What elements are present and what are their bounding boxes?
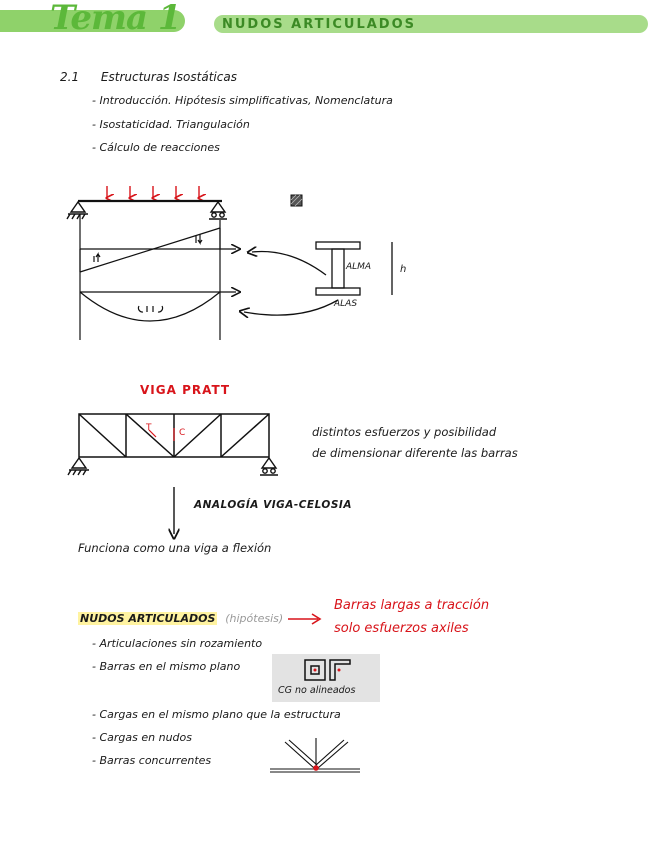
node-point [313, 765, 319, 771]
nudos-bullet-3: - Cargas en el mismo plano que la estructura [92, 708, 341, 721]
nudos-bullet-2: - Barras en el mismo plano [92, 660, 241, 673]
bullet-text: Barras concurrentes [99, 754, 212, 767]
nudos-bullet-5: - Barras concurrentes [92, 754, 212, 767]
height-label: h [400, 264, 407, 275]
bullet-text: Barras en el mismo plano [99, 660, 241, 673]
truss-roller-support-icon [260, 458, 278, 475]
section-bullet-1: - Introducción. Hipótesis simplificativas, Nomenclatura [92, 94, 393, 107]
cg-figure [272, 654, 380, 702]
pratt-note-line2: de dimensionar diferente las barras [312, 446, 518, 460]
bullet-text: Cálculo de reacciones [99, 141, 220, 154]
page-subtitle: NUDOS ARTICULADOS [222, 17, 417, 32]
truss-pin-support-icon [68, 458, 89, 475]
section-bullet-3: - Cálculo de reacciones [92, 141, 220, 154]
section-bullet-2: - Isostaticidad. Triangulación [92, 118, 250, 131]
moment-diagram [80, 292, 236, 321]
alma-label: ALMA [346, 262, 372, 272]
conclusion-text: Funciona como una viga a flexión [78, 541, 272, 555]
cg-caption: CG no alineados [278, 685, 356, 696]
section-title: Estructuras Isostáticas [100, 70, 237, 84]
nudos-bullet-1: - Articulaciones sin rozamiento [92, 637, 263, 650]
load-arrows [107, 186, 199, 198]
result-line-1: Barras largas a tracción [334, 598, 490, 613]
result-line-2: solo esfuerzos axiles [334, 621, 469, 636]
section-number: 2.1 [60, 70, 80, 84]
nudos-heading-text: NUDOS ARTICULADOS [80, 612, 216, 625]
roller-support-icon [209, 202, 227, 219]
pratt-force-arrows [149, 428, 174, 441]
bullet-text: Articulaciones sin rozamiento [99, 637, 263, 650]
bullet-text: Cargas en el mismo plano que la estructura [99, 708, 341, 721]
nudos-heading [78, 612, 283, 625]
compression-label: C [179, 428, 186, 438]
arrow-to-alas [244, 300, 338, 315]
tension-label: T [146, 423, 152, 433]
beam-diagram [67, 186, 392, 340]
shear-diagram [80, 228, 236, 272]
arrow-to-alma [252, 251, 326, 275]
page-title: Tema 1 [50, 0, 181, 38]
bullet-text: Cargas en nudos [99, 731, 192, 744]
bullet-text: Isostaticidad. Triangulación [99, 118, 250, 131]
nudos-heading-note: (hipótesis) [225, 612, 284, 625]
pin-support-icon [67, 202, 88, 219]
pratt-label: VIGA PRATT [140, 383, 231, 397]
bullet-text: Introducción. Hipótesis simplificativas, Nomenclatura [99, 94, 393, 107]
pratt-note-line1: distintos esfuerzos y posibilidad [312, 425, 497, 439]
alas-label: ALAS [334, 299, 358, 309]
analogy-label: ANALOGÍA VIGA-CELOSIA [194, 499, 352, 511]
nudos-bullet-4: - Cargas en nudos [92, 731, 192, 744]
